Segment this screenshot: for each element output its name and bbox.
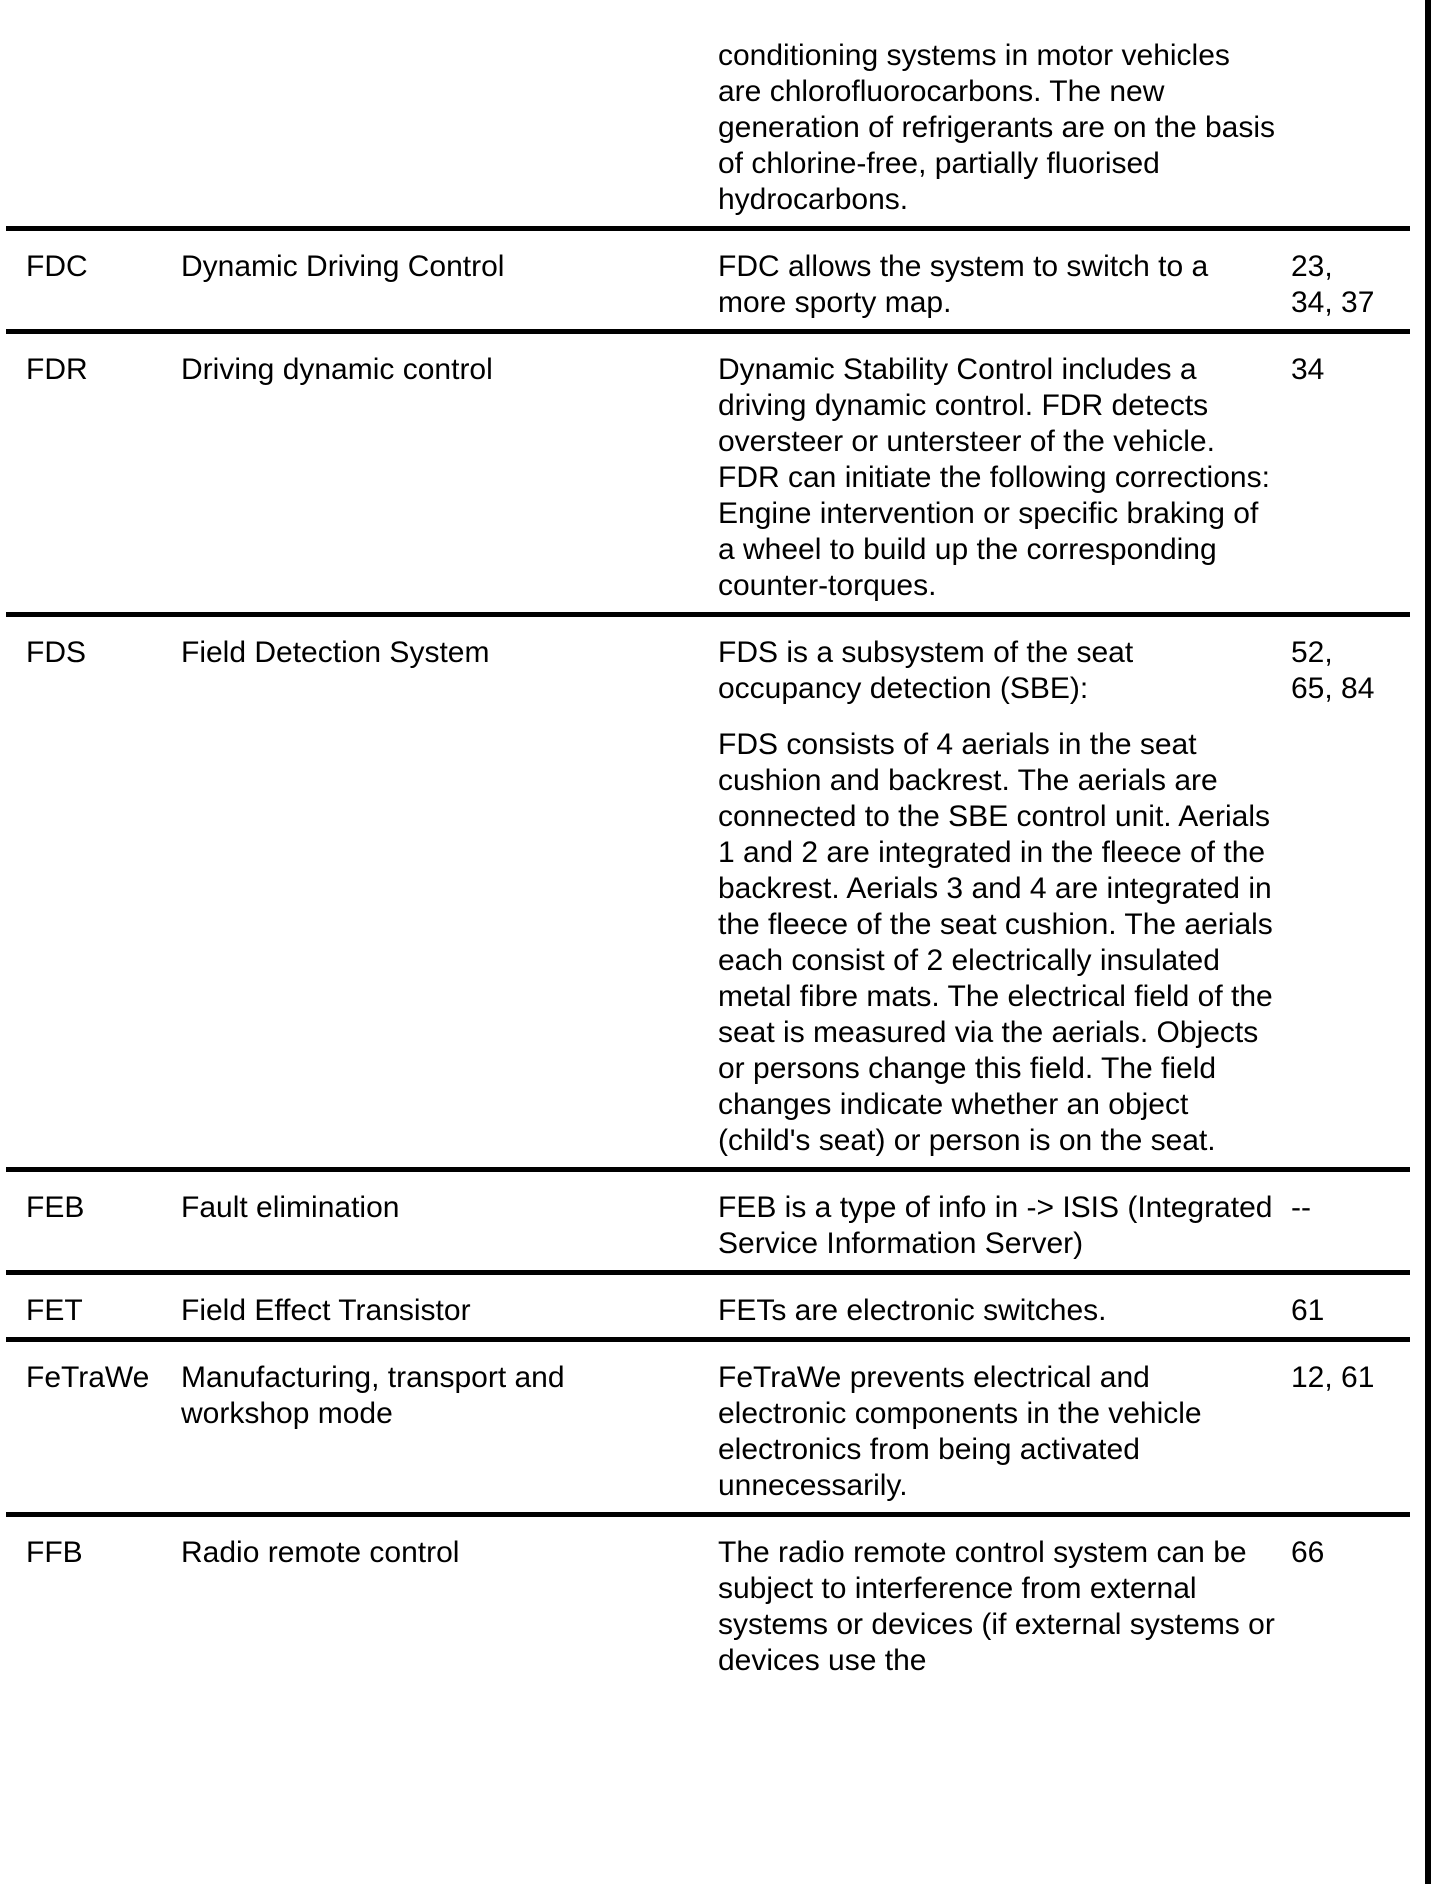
description-paragraph: FDS is a subsystem of the seat occupancy detection (SBE):	[718, 636, 1134, 705]
table-row	[6, 1337, 1410, 1512]
term-text: Dynamic Driving Control	[181, 250, 505, 283]
abbreviation-text: FDS	[26, 636, 86, 669]
table-row	[6, 0, 1410, 226]
abbreviation-text: FDC	[26, 250, 88, 283]
abbreviation-cell	[6, 1293, 181, 1329]
pages-cell	[1283, 352, 1410, 388]
page-number-text: 65, 84	[1291, 672, 1375, 705]
description-cell	[718, 249, 1283, 321]
term-cell	[181, 635, 718, 671]
abbreviation-cell	[6, 249, 181, 285]
abbreviation-text: FEB	[26, 1191, 85, 1224]
table-row	[6, 226, 1410, 329]
abbreviation-cell	[6, 352, 181, 388]
page-number-text: 66	[1291, 1536, 1325, 1569]
term-cell	[181, 1190, 718, 1226]
abbreviation-cell	[6, 1360, 181, 1396]
term-cell	[181, 1360, 718, 1432]
description-paragraph: FDC allows the system to switch to a more sporty map.	[718, 250, 1209, 319]
term-text: Field Effect Transistor	[181, 1294, 471, 1327]
page-number-text: 52,	[1291, 636, 1333, 669]
description-cell	[718, 1293, 1283, 1329]
table-row	[6, 1512, 1410, 1687]
description-paragraph: conditioning systems in motor vehicles are chlorofluorocarbons. The new generation of refrigerants are on the basis of chlorine-free, partially fluorised hydrocarbons.	[718, 39, 1276, 216]
page-number-text: 23,	[1291, 250, 1333, 283]
description-paragraph: FEB is a type of info in -> ISIS (Integrated Service Information Server)	[718, 1191, 1273, 1260]
description-cell	[718, 1190, 1283, 1262]
term-cell	[181, 352, 718, 388]
table-row	[6, 1270, 1410, 1337]
term-cell	[181, 1293, 718, 1329]
description-cell	[718, 38, 1283, 218]
description-cell	[718, 352, 1283, 604]
page-right-edge-line	[1425, 0, 1431, 1884]
pages-cell	[1283, 1293, 1410, 1329]
page-number-text: --	[1291, 1191, 1311, 1224]
description-paragraph: The radio remote control system can be subject to interference from external systems or devices (if external systems or devices use the	[718, 1536, 1275, 1677]
abbreviation-text: FDR	[26, 353, 88, 386]
description-paragraph: FDS consists of 4 aerials in the seat cushion and backrest. The aerials are connected to the SBE control unit. Aerials 1 and 2 are integrated in the fleece of the backrest. Aerials 3 and 4 are integrated in the fleece of the seat cushion. The aerials each consist of 2 electrically insulated metal fibre mats. The electrical field of the seat is measured via the aerials. Objects or persons change this field. The field changes indicate whether an object (child's seat) or person is on the seat.	[718, 728, 1273, 1157]
term-text: Radio remote control	[181, 1536, 460, 1569]
page-number-text: 34, 37	[1291, 286, 1375, 319]
page-number-text: 12, 61	[1291, 1361, 1375, 1394]
term-cell	[181, 1535, 718, 1571]
term-text: Manufacturing, transport and workshop mode	[181, 1361, 565, 1430]
pages-cell	[1283, 1360, 1410, 1396]
pages-cell	[1283, 249, 1410, 321]
table-row	[6, 329, 1410, 612]
abbreviation-cell	[6, 1535, 181, 1571]
term-cell	[181, 249, 718, 285]
description-paragraph: FETs are electronic switches.	[718, 1294, 1107, 1327]
description-paragraph: Dynamic Stability Control includes a driving dynamic control. FDR detects oversteer or untersteer of the vehicle. FDR can initiate the following corrections: Engine intervention or specific braking of a wheel to build up the corresponding counter-torques.	[718, 353, 1270, 602]
abbreviation-text: FeTraWe	[26, 1361, 150, 1394]
description-cell	[718, 635, 1283, 1159]
table-row	[6, 612, 1410, 1167]
description-cell	[718, 1360, 1283, 1504]
pages-cell	[1283, 1190, 1410, 1226]
pages-cell	[1283, 1535, 1410, 1571]
description-paragraph: FeTraWe prevents electrical and electronic components in the vehicle electronics from being activated unnecessarily.	[718, 1361, 1202, 1502]
glossary-table	[6, 0, 1410, 1687]
pages-cell	[1283, 635, 1410, 707]
term-text: Fault elimination	[181, 1191, 400, 1224]
abbreviation-cell	[6, 1190, 181, 1226]
description-cell	[718, 1535, 1283, 1679]
abbreviation-text: FFB	[26, 1536, 83, 1569]
abbreviation-cell	[6, 635, 181, 671]
abbreviation-text: FET	[26, 1294, 83, 1327]
page-number-text: 34	[1291, 353, 1325, 386]
table-row	[6, 1167, 1410, 1270]
page-number-text: 61	[1291, 1294, 1325, 1327]
term-text: Field Detection System	[181, 636, 490, 669]
term-text: Driving dynamic control	[181, 353, 493, 386]
